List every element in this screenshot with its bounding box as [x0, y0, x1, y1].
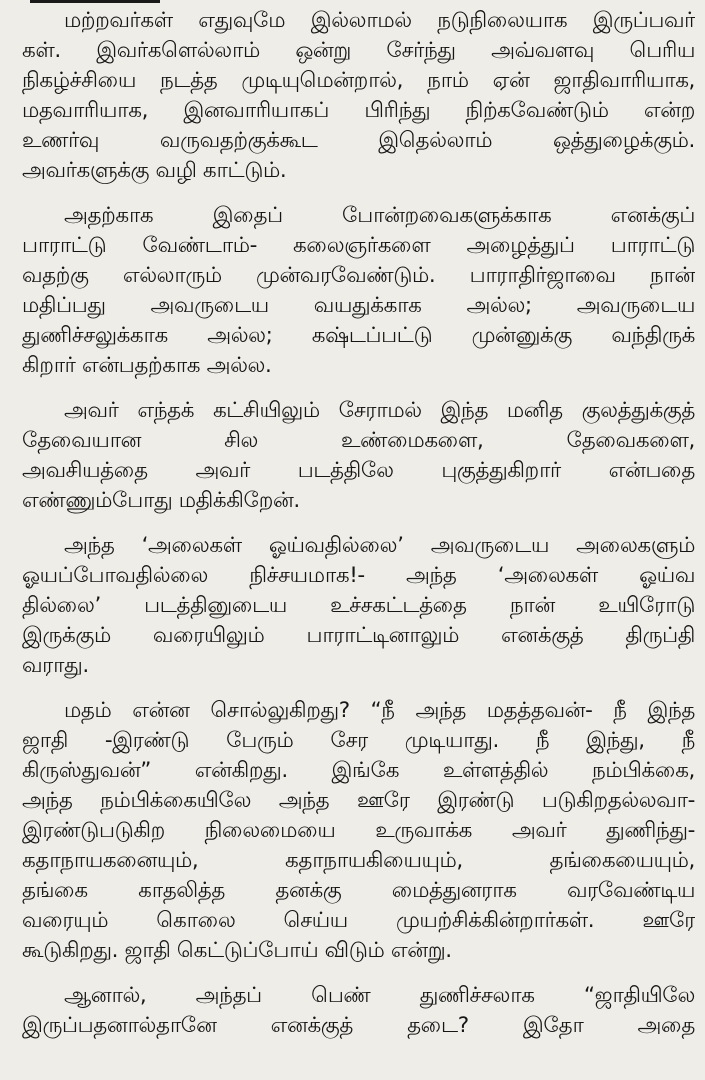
text-line: பாராட்டு வேண்டாம்- கலைஞர்களை அழைத்துப் பாராட்டு [22, 233, 695, 258]
text-line: தேவையான சில உண்மைகளை, தேவைகளை, [22, 428, 695, 453]
text-line: வதற்கு எல்லாரும் முன்வரவேண்டும். பாராதிர்ஜாவை நான் [22, 263, 695, 288]
text-line: தில்லை’ படத்தினுடைய உச்சகட்டத்தை நான் உயிரோடு [22, 593, 695, 618]
text-line: இருக்கும் வரையிலும் பாராட்டினாலும் எனக்குத் திருப்தி [22, 623, 695, 648]
text-body [22, 6, 695, 1056]
text-line: அதற்காக இதைப் போன்றவைகளுக்காக எனக்குப் [64, 203, 695, 228]
paragraph-4 [22, 531, 695, 681]
text-line: மதவாரியாக, இனவாரியாகப் பிரிந்து நிற்கவேண்டும் என்ற [22, 98, 695, 123]
text-line: வராது. [22, 653, 89, 678]
text-line: ஜாதி -இரண்டு பேரும் சேர முடியாது. நீ இந்து, நீ [22, 728, 695, 753]
text-line: தங்கை காதலித்த தனக்கு மைத்துனராக வரவேண்டிய [22, 878, 695, 903]
text-line: ஆனால், அந்தப் பெண் துணிச்சலாக “ஜாதியிலே [64, 983, 695, 1008]
paragraph-3 [22, 396, 695, 516]
text-line: நிகழ்ச்சியை நடத்த முடியுமென்றால், நாம் ஏன் ஜாதிவாரியாக, [22, 68, 695, 93]
top-rule [30, 0, 160, 3]
text-line: இருப்பதனால்தானே எனக்குத் தடை? இதோ அதை [22, 1013, 695, 1038]
text-line: மதம் என்ன சொல்லுகிறது? “நீ அந்த மதத்தவன்- நீ இந்த [64, 698, 695, 723]
text-line: இரண்டுபடுகிற நிலைமையை உருவாக்க அவர் துணிந்து- [22, 818, 695, 843]
text-line: உணர்வு வருவதற்குக்கூட இதெல்லாம் ஒத்துழைக்கும். [22, 128, 695, 153]
text-line: அவசியத்தை அவர் படத்திலே புகுத்துகிறார் என்பதை [22, 458, 695, 483]
text-line: கிறார் என்பதற்காக அல்ல. [22, 353, 272, 378]
paragraph-2 [22, 201, 695, 381]
text-line: அவர்களுக்கு வழி காட்டும். [22, 158, 287, 183]
text-line: மற்றவர்கள் எதுவுமே இல்லாமல் நடுநிலையாக இருப்பவர் [64, 8, 695, 33]
text-line: கதாநாயகனையும், கதாநாயகியையும், தங்கையையும், [22, 848, 695, 873]
text-line: அந்த ‘அலைகள் ஓய்வதில்லை’ அவருடைய அலைகளும் [64, 533, 695, 558]
text-line: கள். இவர்களெல்லாம் ஒன்று சேர்ந்து அவ்வளவு பெரிய [22, 38, 695, 63]
text-line: துணிச்சலுக்காக அல்ல; கஷ்டப்பட்டு முன்னுக்கு வந்திருக் [22, 323, 695, 348]
text-line: மதிப்பது அவருடைய வயதுக்காக அல்ல; அவருடைய [22, 293, 695, 318]
paragraph-6 [22, 981, 695, 1041]
paragraph-5 [22, 696, 695, 966]
text-line: ஓயப்போவதில்லை நிச்சயமாக!- அந்த ‘அலைகள் ஓய்வ [22, 563, 695, 588]
text-line: அவர் எந்தக் கட்சியிலும் சேராமல் இந்த மனித குலத்துக்குத் [64, 398, 695, 423]
text-line: கிருஸ்துவன்” என்கிறது. இங்கே உள்ளத்தில் நம்பிக்கை, [22, 758, 695, 783]
paragraph-1 [22, 6, 695, 186]
text-line: அந்த நம்பிக்கையிலே அந்த ஊரே இரண்டு படுகிறதல்லவா- [22, 788, 695, 813]
text-line: வரையும் கொலை செய்ய முயற்சிக்கின்றார்கள். ஊரே [22, 908, 695, 933]
text-line: எண்ணும்போது மதிக்கிறேன். [22, 488, 300, 513]
text-line: கூடுகிறது. ஜாதி கெட்டுப்போய் விடும் என்று. [22, 938, 452, 963]
